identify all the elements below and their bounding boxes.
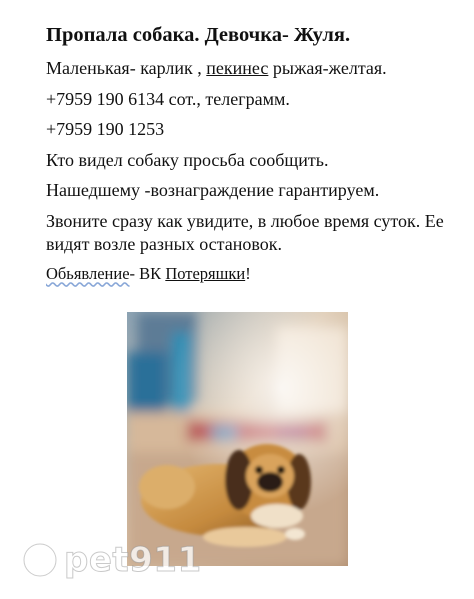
- dog-description: [46, 57, 456, 79]
- source-end: !: [245, 263, 251, 283]
- phone-secondary: +7959 190 1253: [46, 119, 165, 139]
- source-word-group: Потеряшки: [165, 263, 246, 283]
- pet911-logo-icon: [20, 540, 60, 580]
- dog-photo-image: [127, 312, 348, 566]
- breed-text: пекинес: [206, 58, 269, 78]
- source-line: [46, 264, 456, 284]
- source-middle: - ВК: [129, 263, 166, 283]
- reward-text: Нашедшему -вознаграждение гарантируем.: [46, 180, 380, 200]
- request-text: Кто видел собаку просьба сообщить.: [46, 149, 329, 170]
- announcement-document: [46, 22, 456, 284]
- pet911-watermark: [20, 536, 202, 584]
- watermark-text: pet911: [64, 540, 202, 580]
- dog-photo: [127, 312, 348, 566]
- page-title: Пропала собака. Девочка- Жуля.: [46, 24, 351, 46]
- call-info-text: Звоните сразу как увидите, в любое время суток. Ее видят возле разных остановок.: [46, 210, 444, 254]
- description-prefix: Маленькая- карлик ,: [46, 58, 207, 78]
- source-word-announcement: Обьявление: [46, 263, 130, 283]
- phone-primary: +7959 190 6134 сот., телеграмм.: [46, 88, 290, 109]
- description-suffix: рыжая-желтая.: [268, 58, 387, 78]
